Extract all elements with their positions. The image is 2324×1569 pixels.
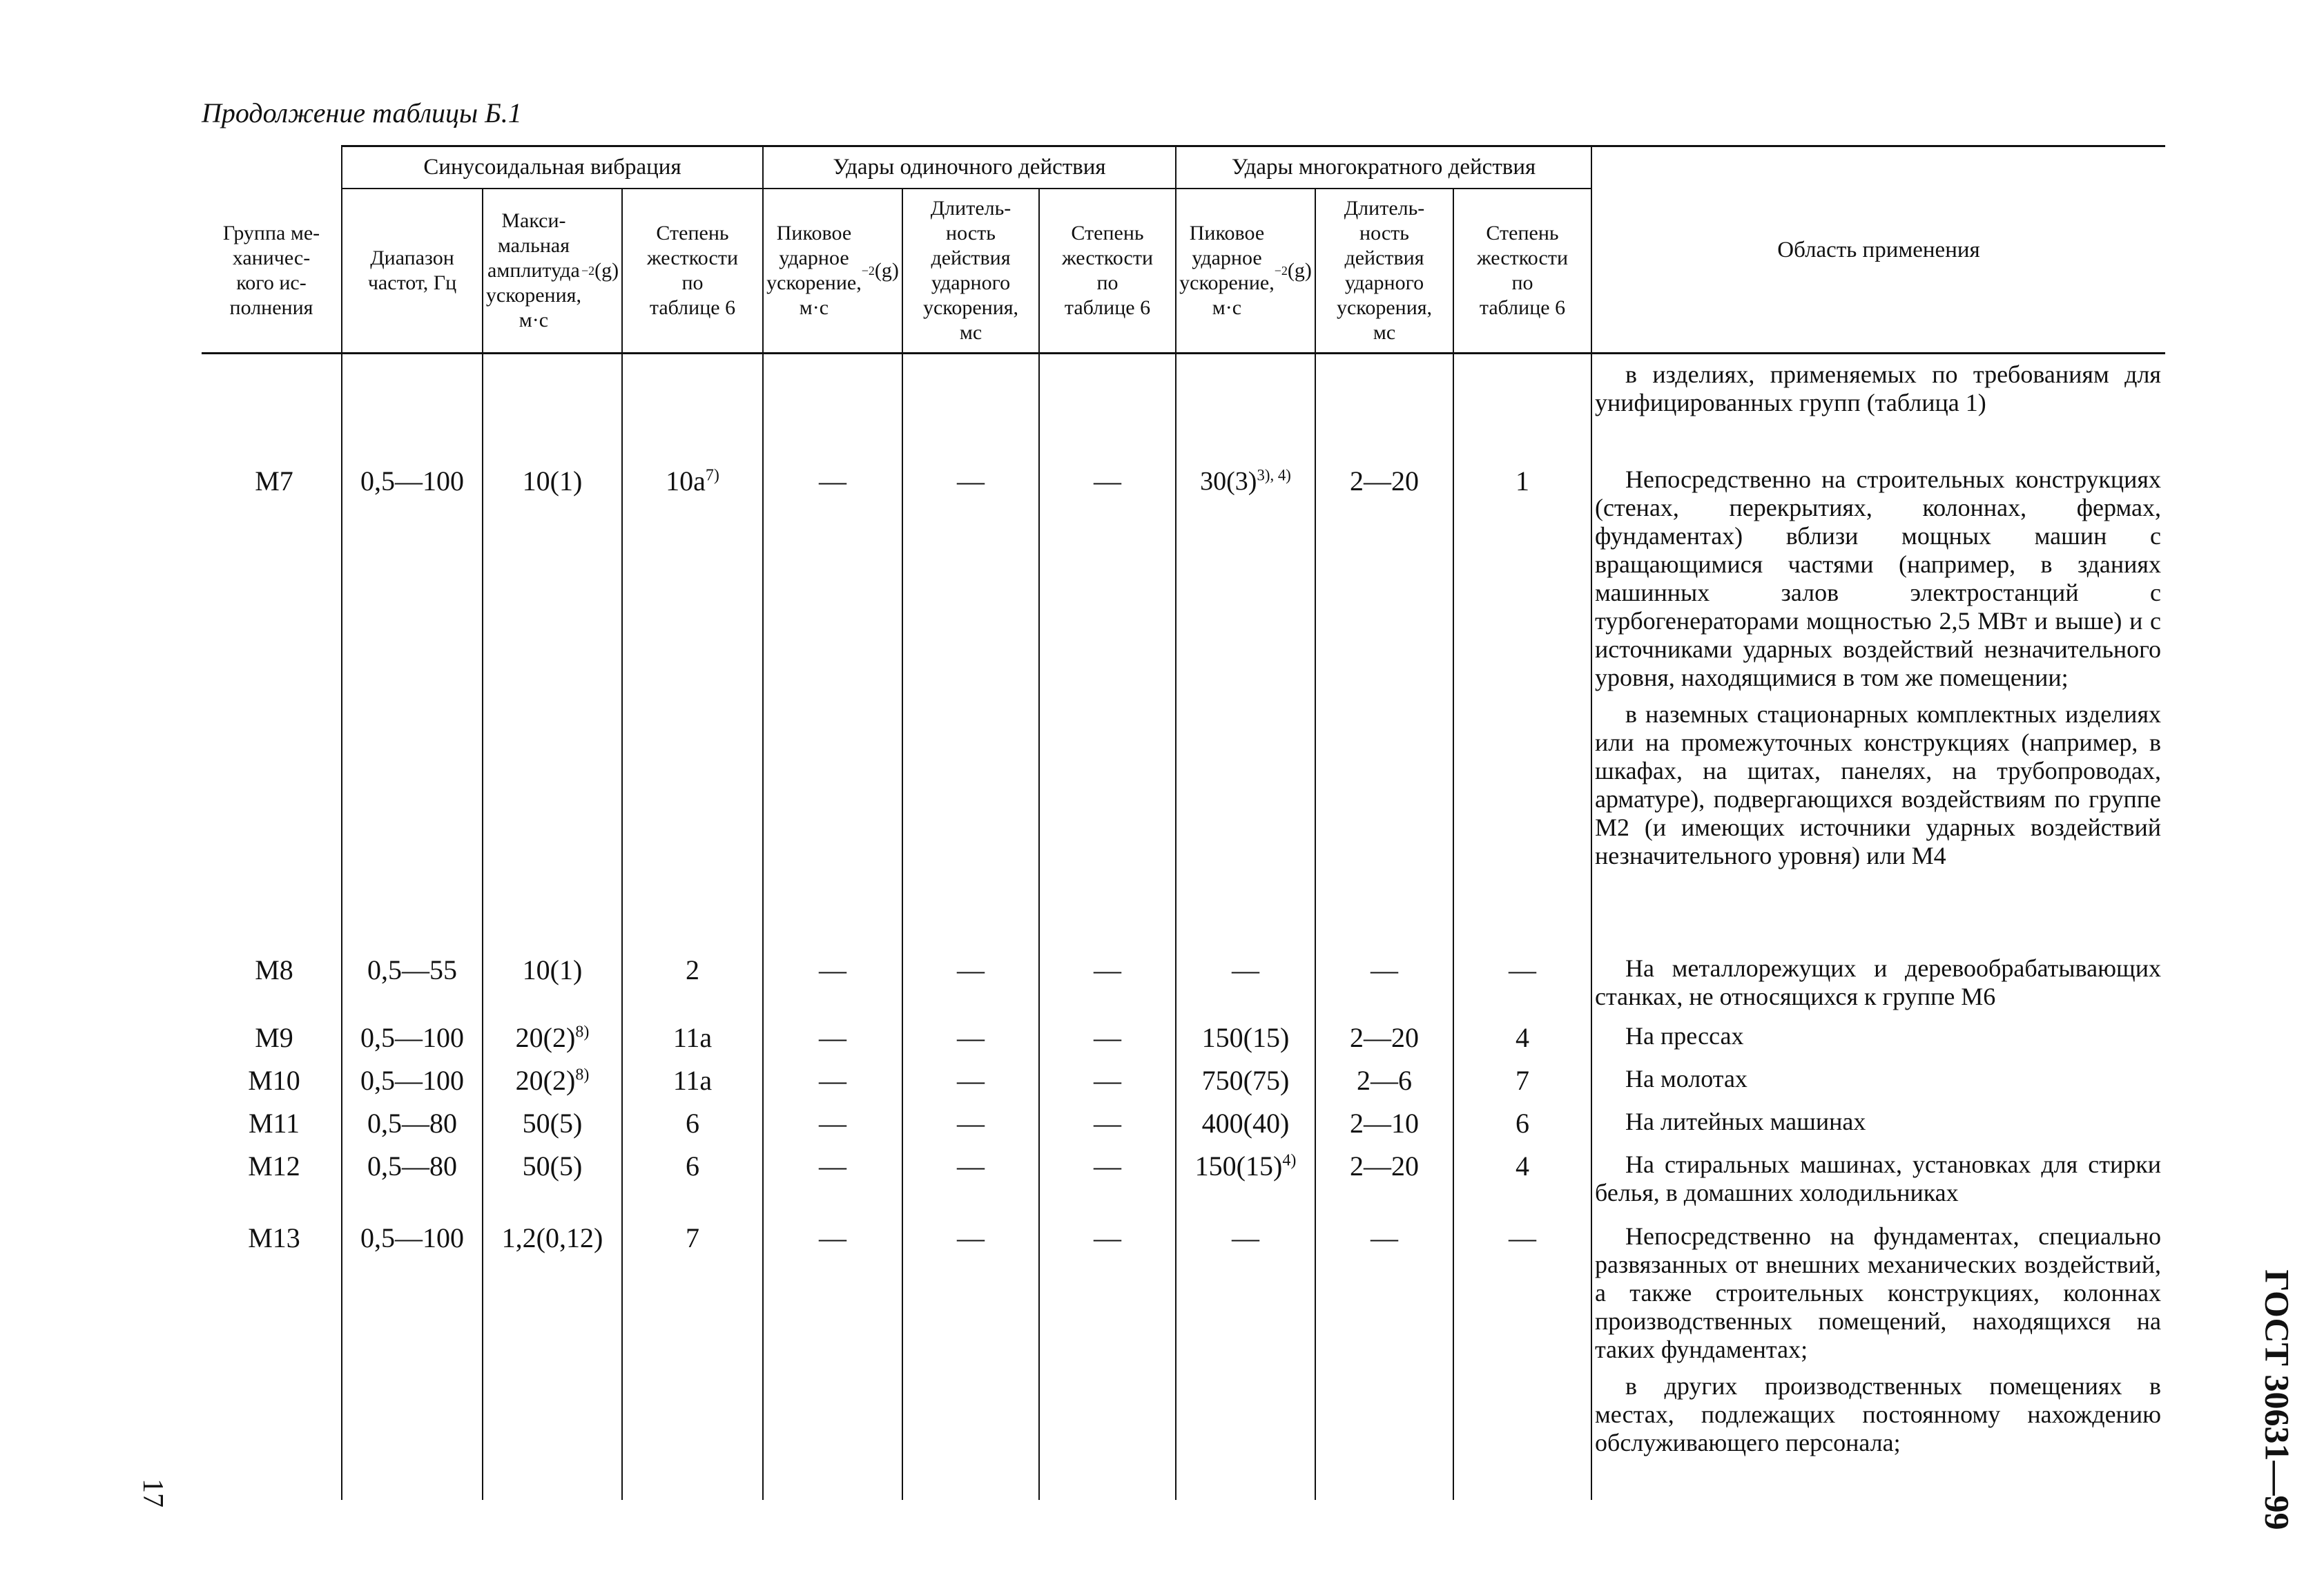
cell-amp: 1,2(0,12) [501,1222,603,1253]
header-bottom-rule [202,352,2165,354]
col-header-group: Группа ме- ханичес- кого ис- полнения [222,222,320,319]
cell-application: На прессах [1625,1022,1744,1050]
cell-peak-single: — [819,1151,846,1182]
cell-degree-single: — [1094,1022,1121,1053]
cell-group: М10 [248,1065,300,1096]
cell-peak-single: — [819,1065,846,1096]
cell-degree-single: — [1094,1151,1121,1182]
group-header-sinus: Синусоидальная вибрация [423,155,681,180]
col-divider [621,188,623,1500]
cell-degree-sinus: 11а [672,1022,713,1053]
cell-duration-single: — [957,465,985,497]
cell-peak-multi: 150(15) [1201,1022,1290,1053]
col-header-freq: Диапазон частот, Гц [367,247,457,294]
cell-degree-sinus: 7 [686,1222,699,1253]
col-header-application: Область применения [1777,238,1980,262]
continued-application-text: в изделиях, применяемых по требованиям для унифицированных групп (таблица 1) [1595,360,2161,416]
col-header-duration-multi: Длитель- ность действия ударного ускорения, мс [1336,197,1433,344]
table-caption: Продолжение таблицы Б.1 [202,97,522,128]
col-header-degree-multi: Степень жесткости по таблице 6 [1476,222,1569,319]
col-divider [902,188,903,1500]
cell-duration-multi: 2—20 [1350,465,1419,497]
col-header-amp: Макси- мальная амплитуда ускорения, м·с −2 (g) [485,209,619,331]
cell-peak-single: — [819,1222,846,1253]
cell-degree-multi: 4 [1516,1022,1529,1053]
cell-duration-multi: — [1371,954,1398,985]
cell-degree-multi: 4 [1516,1151,1529,1182]
footnote-mark: 4) [1282,1151,1297,1170]
cell-degree-multi: 1 [1516,465,1529,497]
group-header-multi-shock: Удары многократного действия [1231,155,1536,180]
cell-duration-multi: 2—6 [1357,1065,1412,1096]
cell-amp: $20(2)^{8)}$ [515,1065,590,1096]
cell-degree-single: — [1094,1108,1121,1139]
cell-degree-sinus: 11а [672,1065,713,1096]
cell-freq: 0,5—55 [367,954,457,985]
col-header-degree-single: Степень жесткости по таблице 6 [1061,222,1154,319]
cell-group: М8 [255,954,293,985]
cell-peak-single: — [819,1108,846,1139]
cell-amp: $20(2)^{8)}$ [515,1022,590,1053]
page-number: 17 [137,1479,168,1508]
cell-freq: 0,5—100 [360,1222,464,1253]
col-header-degree-sinus: Степень жесткости по таблице 6 [646,222,739,319]
footnote-mark: 7) [705,466,719,485]
cell-freq: 0,5—100 [360,1022,464,1053]
footnote-mark: 8) [575,1023,590,1041]
cell-degree-sinus: 2 [686,954,699,985]
cell-degree-multi: — [1509,1222,1536,1253]
cell-peak-single: — [819,954,846,985]
col-header-peak-multi: Пиковое ударное ускорение, м·с −2 (g) [1179,222,1312,319]
col-divider [1315,188,1316,1500]
cell-duration-single: — [957,1022,985,1053]
cell-peak-multi: $150(15)^{4)}$ [1194,1151,1297,1182]
cell-degree-multi: — [1509,954,1536,985]
cell-peak-multi: — [1232,1222,1259,1253]
cell-freq: 0,5—80 [367,1108,457,1139]
footnote-mark: 8) [575,1066,590,1084]
cell-amp: 10(1) [522,954,583,985]
cell-group: М13 [248,1222,300,1253]
col-divider [1038,188,1040,1500]
cell-duration-single: — [957,1108,985,1139]
cell-degree-sinus: 6 [686,1151,699,1182]
cell-peak-multi: $30(3)^{3), 4)}$ [1200,466,1291,496]
cell-duration-single: — [957,1151,985,1182]
cell-peak-single: — [819,465,846,497]
cell-amp: 50(5) [522,1108,583,1139]
cell-freq: 0,5—100 [360,465,464,497]
cell-degree-single: — [1094,465,1121,497]
col-header-peak-single: Пиковое ударное ускорение, м·с −2 (g) [766,222,899,319]
group-header-single-shock: Удары одиночного действия [833,155,1106,180]
col-divider [482,188,483,1500]
cell-freq: 0,5—80 [367,1151,457,1182]
cell-peak-multi: 400(40) [1201,1108,1290,1139]
standard-designation: ГОСТ 30631—99 [2258,1269,2297,1530]
cell-freq: 0,5—100 [360,1065,464,1096]
cell-duration-multi: 2—10 [1350,1108,1419,1139]
cell-application: На металлорежущих и деревообрабатывающих станках, не относящихся к группе М6 [1595,954,2161,1010]
cell-duration-single: — [957,954,985,985]
col-header-duration-single: Длитель- ность действия ударного ускорения, мс [922,197,1019,344]
cell-group: М7 [255,465,293,497]
cell-group: М11 [248,1108,300,1139]
cell-application: На стиральных машинах, установках для стирки белья, в домашних холодильниках [1595,1151,2161,1206]
cell-duration-single: — [957,1222,985,1253]
col-divider [1453,188,1454,1500]
cell-degree-single: — [1094,954,1121,985]
cell-duration-multi: 2—20 [1350,1022,1419,1053]
cell-degree-sinus: $10а^{7)}$ [666,465,719,497]
cell-amp: 10(1) [522,465,583,497]
cell-application: Непосредственно на строительных конструкциях (стенах, перекрытиях, колоннах, фермах, фундаментах) вблизи мощных машин с вращающимися частями (например, в зданиях машинных залов электростанций с турбогенераторами мощностью 2,5 МВт и выше) и с источниками ударных воздействий незначительного уровня, находящимися в том же помещении; в наземных стационарных комплектных изделиях или на промежуточных конструкциях (например, в шкафах, на щитах, панелях, на трубопроводах, арматуре), подвергающихся воздействиям по группе М2 (и имеющих источники ударных воздействий незначительного уровня) или М4 [1595,465,2161,869]
cell-degree-single: — [1094,1065,1121,1096]
cell-degree-multi: 6 [1516,1108,1529,1139]
cell-group: М12 [248,1151,300,1182]
cell-degree-sinus: 6 [686,1108,699,1139]
cell-duration-single: — [957,1065,985,1096]
cell-degree-single: — [1094,1222,1121,1253]
cell-application: На молотах [1625,1065,1747,1092]
cell-peak-multi: — [1232,954,1259,985]
cell-degree-multi: 7 [1516,1065,1529,1096]
cell-application: На литейных машинах [1625,1108,1866,1135]
cell-duration-multi: — [1371,1222,1398,1253]
cell-application: Непосредственно на фундаментах, специально развязанных от внешних механических воздействий, а также строительных конструкциях, колоннах производственных помещений, находящихся на таких фундаментах; в других производственных помещениях в местах, подлежащих постоянному нахождению обслуживающего персонала; [1595,1222,2161,1456]
cell-peak-multi: 750(75) [1201,1065,1290,1096]
cell-duration-multi: 2—20 [1350,1151,1419,1182]
cell-peak-single: — [819,1022,846,1053]
cell-group: М9 [255,1022,293,1053]
footnote-mark: 3), 4) [1257,466,1291,484]
cell-amp: 50(5) [522,1151,583,1182]
